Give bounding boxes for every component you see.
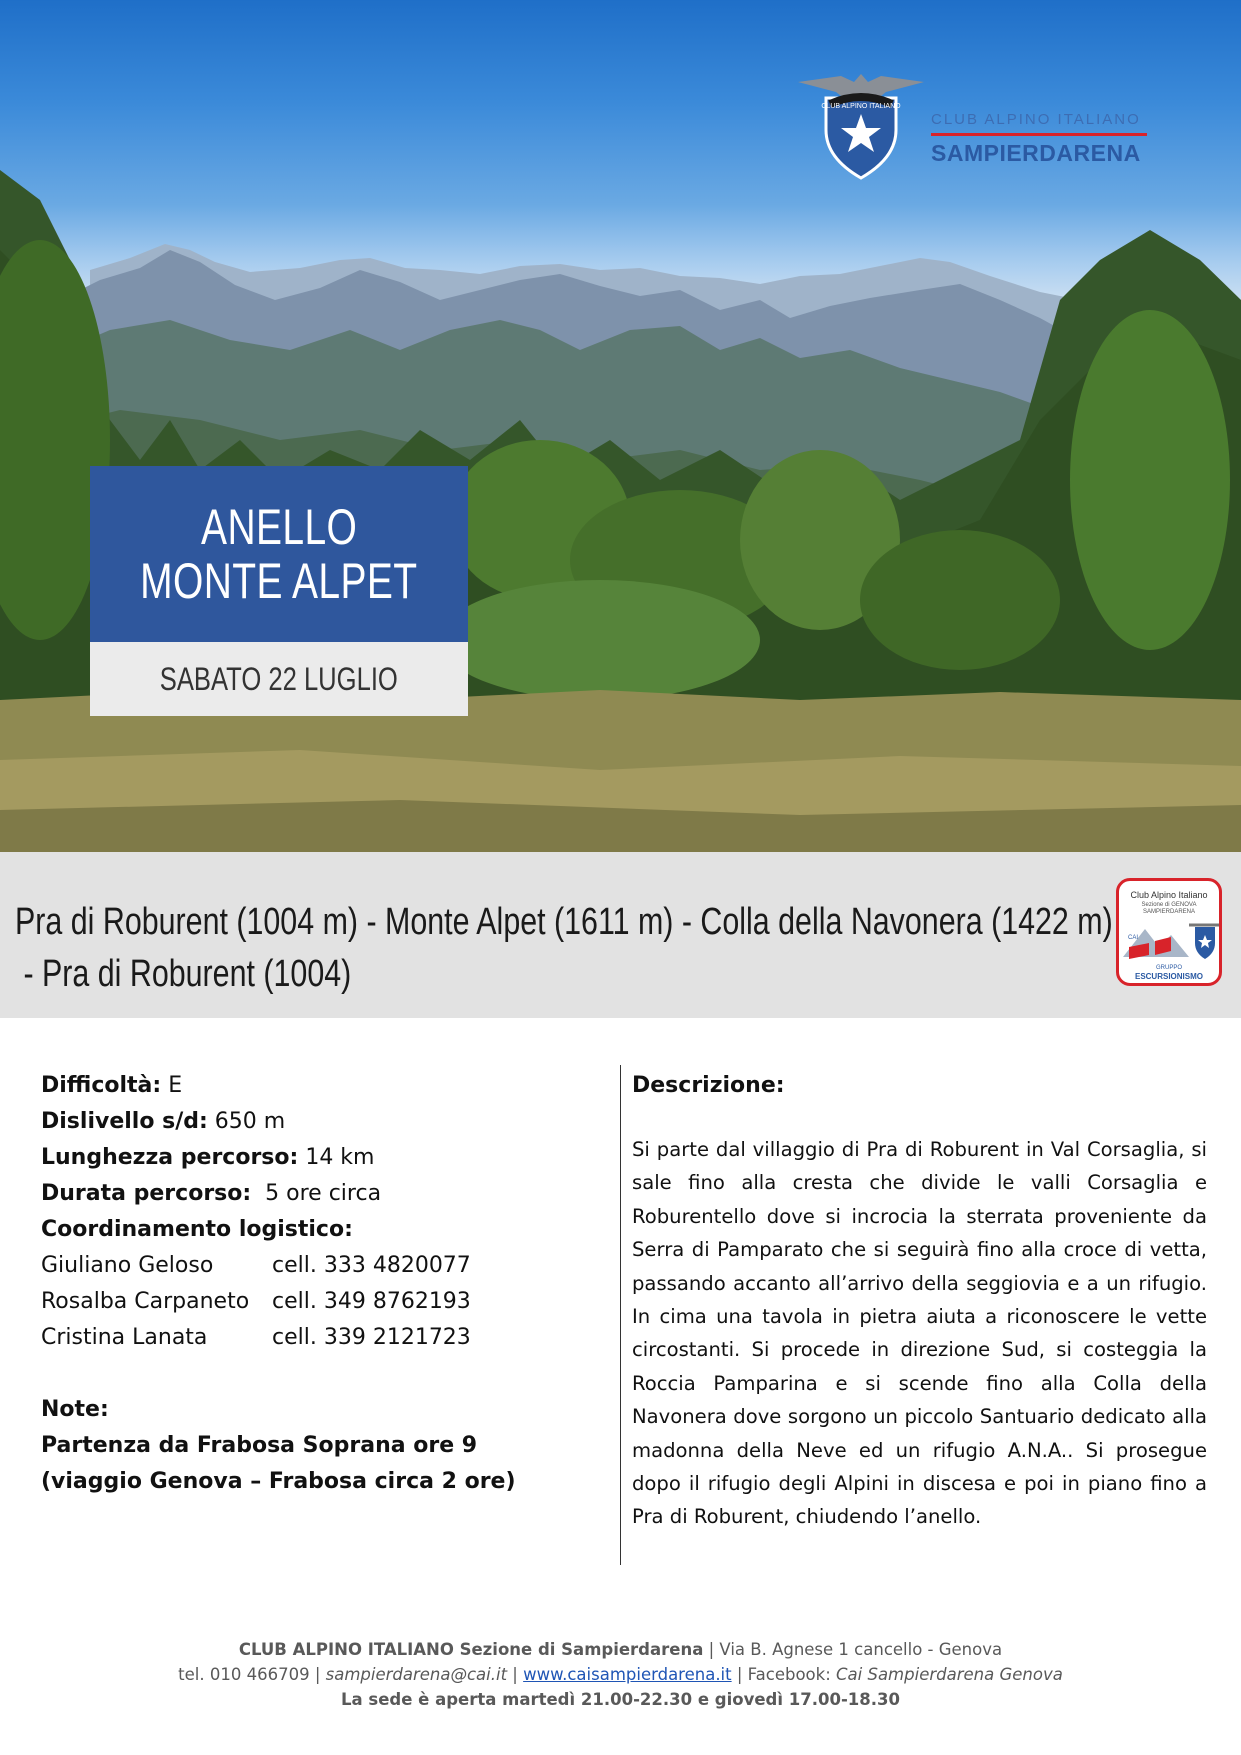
event-date: SABATO 22 LUGLIO	[159, 660, 399, 697]
coordination-label: Coordinamento logistico:	[41, 1217, 353, 1242]
contact-row	[41, 1284, 601, 1320]
contact-name: Giuliano Geloso	[41, 1253, 214, 1278]
contact-phone: cell. 339 2121723	[272, 1325, 471, 1350]
badge-group-label: GRUPPO	[1155, 965, 1182, 971]
route-line-1: Pra di Roburent (1004 m) - Monte Alpet (1611 m) - Colla della Navonera (1422 m)	[15, 901, 1113, 943]
spacer	[41, 1356, 601, 1392]
footer-address-line	[0, 1637, 1241, 1662]
event-title-line-2: MONTE ALPET	[140, 553, 418, 609]
contact-row	[41, 1320, 601, 1356]
contact-row	[41, 1248, 601, 1284]
contact-name: Cristina Lanata	[41, 1325, 208, 1350]
mountain-flag-icon	[1119, 917, 1222, 967]
footer-phone: tel. 010 466709 |	[178, 1665, 326, 1684]
footer-facebook-label: | Facebook:	[731, 1665, 837, 1684]
notes-label: Note:	[41, 1397, 109, 1422]
elevation-row	[41, 1104, 601, 1140]
difficulty-value: E	[161, 1073, 183, 1098]
contact-phone: cell. 349 8762193	[272, 1289, 471, 1314]
duration-label: Durata percorso:	[41, 1181, 252, 1206]
logo-org-name: CLUB ALPINO ITALIANO	[931, 111, 1141, 128]
elevation-label: Dislivello s/d:	[41, 1109, 208, 1134]
badge-group-name: ESCURSIONISMO	[1134, 972, 1203, 981]
event-title-box	[90, 466, 468, 642]
route-description	[15, 896, 1113, 1000]
duration-value: 5 ore circa	[251, 1181, 382, 1206]
coordination-row	[41, 1212, 601, 1248]
logo-shield-text: CLUB ALPINO ITALIANO	[821, 103, 901, 110]
hero-photo	[0, 0, 1241, 852]
badge-subtitle-line-1: Sezione di GENOVA	[1141, 902, 1197, 908]
contact-phone: cell. 333 4820077	[272, 1253, 471, 1278]
footer-org: CLUB ALPINO ITALIANO Sezione di Sampierdarena	[238, 1640, 704, 1659]
footer-website-link[interactable]: www.caisampierdarena.it	[523, 1665, 732, 1684]
badge-title: Club Alpino Italiano	[1130, 890, 1208, 900]
notes-travel: (viaggio Genova – Frabosa circa 2 ore)	[41, 1469, 516, 1494]
description-body: Si parte dal villaggio di Pra di Roburent in Val Corsaglia, si sale fino alla cresta che divide le valli Corsaglia e Roburentello dove si incrocia la sterrata proveniente da Serra di Pamparato che si seguirà fino alla croce di vetta, passando accanto all’arrivo della seggiovia e a un rifugio. In cima una tavola in pietra aiuta a riconoscere le vette circostanti. Si procede in direzione Sud, si costeggia la Roccia Pamparina e si scende fino alla Colla della Navonera dove sorgono un piccolo Santuario dedicato alla madonna della Neve ed un rifugio A.N.A.. Si prosegue dopo il rifugio degli Alpini in discesa e poi in piano fino a Pra di Roburent, chiudendo l’anello.	[632, 1138, 1207, 1529]
event-date-box	[90, 642, 468, 716]
footer-hours: La sede è aperta martedì 21.00-22.30 e giovedì 17.00-18.30	[341, 1690, 900, 1709]
description-heading: Descrizione:	[632, 1073, 785, 1098]
notes-line	[41, 1428, 601, 1464]
difficulty-row	[41, 1068, 601, 1104]
elevation-value: 650 m	[207, 1109, 286, 1134]
notes-row	[41, 1392, 601, 1428]
duration-row	[41, 1176, 601, 1212]
difficulty-label: Difficoltà:	[41, 1073, 162, 1098]
logo-red-rule	[931, 133, 1147, 136]
trip-details	[41, 1068, 601, 1500]
notes-departure: Partenza da Frabosa Soprana ore 9	[41, 1433, 478, 1458]
length-row	[41, 1140, 601, 1176]
footer-hours-line	[0, 1687, 1241, 1712]
trip-description	[632, 1068, 1207, 1534]
badge-subtitle-line-2: SAMPIERDARENA	[1142, 909, 1195, 915]
footer-separator: |	[507, 1665, 524, 1684]
gruppo-escursionismo-badge	[1116, 878, 1222, 986]
contact-name: Rosalba Carpaneto	[41, 1289, 250, 1314]
route-line-2: - Pra di Roburent (1004)	[15, 953, 352, 995]
column-divider	[620, 1065, 621, 1565]
length-value: 14 km	[298, 1145, 375, 1170]
badge-subtitle	[1119, 902, 1219, 916]
footer-contacts-line	[0, 1662, 1241, 1687]
footer-email[interactable]: sampierdarena@cai.it	[325, 1665, 508, 1684]
cai-eagle-shield-icon	[796, 70, 926, 182]
route-band	[0, 852, 1241, 1018]
logo-section-name: SAMPIERDARENA	[931, 140, 1141, 166]
footer-address: | Via B. Agnese 1 cancello - Genova	[703, 1640, 1003, 1659]
event-title-line-1: ANELLO	[200, 499, 358, 555]
footer-facebook-page: Cai Sampierdarena Genova	[836, 1665, 1063, 1684]
notes-line	[41, 1464, 601, 1500]
length-label: Lunghezza percorso:	[41, 1145, 299, 1170]
cai-sampierdarena-logo	[796, 70, 1156, 190]
badge-cai-text: CAI	[1128, 935, 1139, 941]
footer	[0, 1637, 1241, 1712]
